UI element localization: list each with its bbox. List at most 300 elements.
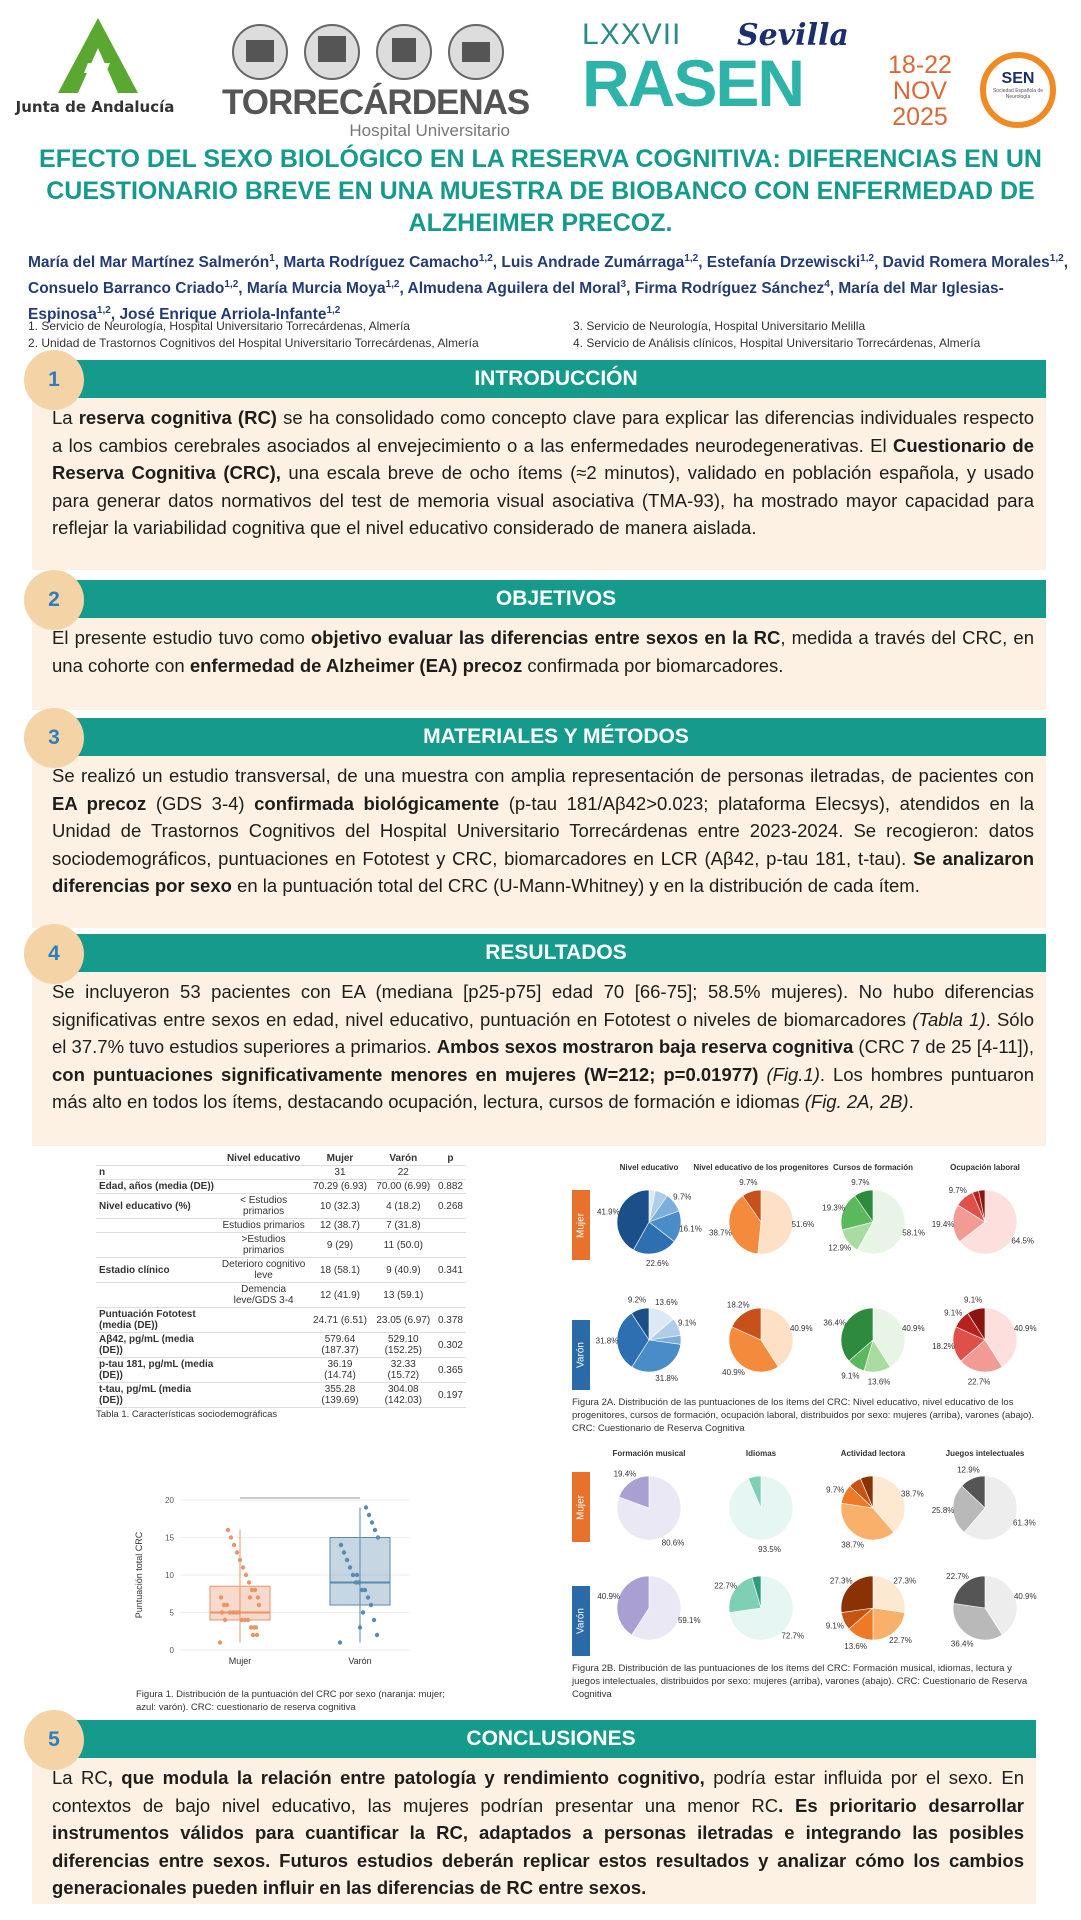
pie-data-label: 25.8% bbox=[931, 1506, 955, 1516]
rasen-city: Sevilla bbox=[737, 18, 849, 53]
author-name: , Consuelo Barranco Criado bbox=[28, 254, 1069, 298]
data-point bbox=[232, 1543, 236, 1547]
pie-data-label: 9.7% bbox=[948, 1186, 967, 1196]
table-cell: 32.33 (15.72) bbox=[372, 1358, 435, 1383]
data-point bbox=[358, 1625, 362, 1629]
pie-data-label: 9.7% bbox=[851, 1177, 870, 1187]
table-cell: 13 (59.1) bbox=[372, 1283, 435, 1308]
table-cell: < Estudios primarios bbox=[219, 1194, 308, 1219]
body-text: , medida a través del CRC, en una cohorte con bbox=[52, 627, 1034, 676]
data-point bbox=[251, 1633, 255, 1637]
table-row bbox=[96, 1333, 466, 1358]
pie-data-label: 9.1% bbox=[964, 1295, 983, 1305]
table-header: Nivel educativo bbox=[219, 1152, 308, 1166]
table-row bbox=[96, 1258, 466, 1283]
section-number-badge: 5 bbox=[24, 1710, 84, 1770]
pie-title: Juegos intelectuales bbox=[945, 1449, 1025, 1458]
data-point bbox=[241, 1565, 245, 1569]
emphasis-text: con puntuaciones significativamente menores en mujeres (W=212; p=0.01977) bbox=[52, 1063, 759, 1085]
sex-label-varon: Varón bbox=[572, 1586, 590, 1656]
table-cell: 355.28 (139.69) bbox=[308, 1383, 371, 1408]
data-point bbox=[240, 1618, 244, 1622]
pie-data-label: 16.1% bbox=[679, 1224, 702, 1234]
table-cell: 70.00 (6.99) bbox=[372, 1180, 435, 1194]
boxplot-chart bbox=[130, 1490, 430, 1670]
y-tick-label: 20 bbox=[165, 1496, 174, 1505]
data-point bbox=[375, 1633, 379, 1637]
body-text: confirmada por biomarcadores. bbox=[522, 654, 784, 676]
table-cell: 31 bbox=[308, 1166, 371, 1180]
data-point bbox=[354, 1580, 358, 1584]
data-point bbox=[355, 1573, 359, 1577]
table-cell: 18 (58.1) bbox=[308, 1258, 371, 1283]
poster-title: EFECTO DEL SEXO BIOLÓGICO EN LA RESERVA COGNITIVA: DIFERENCIAS EN UN CUESTIONARIO BREVE EN UNA MUESTRA DE BIOBANCO CON ENFERMEDAD DE ALZHEIMER PRECOZ. bbox=[39, 145, 1042, 237]
table-header: p bbox=[435, 1152, 466, 1166]
pie-data-label: 13.6% bbox=[655, 1297, 678, 1307]
author-affiliation-index: 1,2 bbox=[224, 279, 239, 291]
author-name: , María del Mar Iglesias-Espinosa bbox=[28, 280, 1004, 324]
table-row bbox=[96, 1166, 466, 1180]
pie-data-label: 40.9% bbox=[597, 1592, 621, 1602]
table-row bbox=[96, 1180, 466, 1194]
section-title: OBJETIVOS bbox=[495, 587, 617, 610]
table-cell: Estudios primarios bbox=[219, 1219, 308, 1233]
pie-data-label: 51.6% bbox=[791, 1220, 815, 1230]
sen-logo bbox=[980, 52, 1056, 128]
author-name: , Luis Andrade Zumárraga bbox=[492, 254, 685, 272]
data-point bbox=[366, 1595, 370, 1599]
body-text: (CRC 7 de 25 [4-11]), bbox=[853, 1036, 1034, 1057]
affiliation-1: 1. Servicio de Neurología, Hospital Universitario Torrecárdenas, Almería bbox=[28, 319, 410, 333]
author-name: , Marta Rodríguez Camacho bbox=[274, 254, 479, 272]
author-name: María del Mar Martínez Salmerón bbox=[28, 254, 270, 272]
congress-dates bbox=[880, 52, 960, 130]
table-cell: 304.08 (142.03) bbox=[372, 1383, 435, 1408]
rasen-logo bbox=[582, 18, 882, 128]
author-affiliation-index: 1,2 bbox=[478, 253, 493, 264]
hospital-logo bbox=[222, 22, 530, 140]
pie-data-label: 40.9% bbox=[901, 1324, 925, 1334]
pie-title: Ocupación laboral bbox=[950, 1163, 1020, 1172]
table-cell: Puntuación Fototest (media (DE)) bbox=[96, 1308, 219, 1333]
data-point bbox=[255, 1633, 259, 1637]
figure-reference: (Fig. 2A, 2B) bbox=[804, 1091, 909, 1112]
pie-title: Idiomas bbox=[745, 1449, 777, 1458]
affiliation-2: 2. Unidad de Trastornos Cognitivos del Hospital Universitario Torrecárdenas, Almería bbox=[28, 336, 479, 350]
emphasis-text: objetivo evaluar las diferencias entre sexos en la RC bbox=[310, 627, 781, 648]
junta-logo-icon bbox=[58, 18, 138, 93]
section-number-badge: 3 bbox=[24, 708, 84, 768]
author-name: , Almudena Aguilera del Moral bbox=[399, 280, 621, 298]
table-cell: Edad, años (media (DE)) bbox=[96, 1180, 219, 1194]
pie-data-label: 9.1% bbox=[944, 1308, 963, 1318]
table-cell: 12 (41.9) bbox=[308, 1283, 371, 1308]
pie-data-label: 19.4% bbox=[613, 1469, 637, 1479]
pie-data-label: 58.1% bbox=[902, 1228, 925, 1238]
sen-subtitle: Sociedad Española de Neurología bbox=[992, 88, 1044, 100]
table-cell: 7 (31.8) bbox=[372, 1219, 435, 1233]
pie-data-label: 13.6% bbox=[844, 1642, 867, 1652]
figure-2b-caption: Figura 2B. Distribución de las puntuaciones de los ítems del CRC: Formación musical, idiomas, lectura y juegos intelectuales, distribuidos por sexo: mujeres (arriba), varones (abajo). CRC: Cuestionario de Reserva Cognitiva bbox=[572, 1663, 1028, 1700]
x-tick-label: Varón bbox=[348, 1656, 372, 1666]
y-tick-label: 0 bbox=[169, 1646, 174, 1655]
sex-label-mujer: Mujer bbox=[572, 1190, 590, 1260]
data-point bbox=[226, 1528, 230, 1532]
section-number-badge: 4 bbox=[24, 924, 84, 984]
section-conclusiones-body bbox=[32, 1758, 1036, 1904]
table-cell: Aβ42, pg/mL (media (DE)) bbox=[96, 1333, 219, 1358]
data-point bbox=[345, 1558, 349, 1562]
body-text: La RC bbox=[52, 1767, 108, 1788]
section-number-badge: 2 bbox=[24, 570, 84, 630]
table-cell: Demencia leve/GDS 3-4 bbox=[219, 1283, 308, 1308]
table-cell: 0.365 bbox=[435, 1358, 466, 1383]
rasen-title: RASEN bbox=[582, 46, 804, 120]
pie-title: Nivel educativo de los progenitores bbox=[693, 1163, 829, 1172]
data-point bbox=[369, 1603, 373, 1607]
table-cell bbox=[435, 1166, 466, 1180]
author-name: , David Romera Morales bbox=[874, 254, 1050, 272]
author-list bbox=[28, 248, 1068, 326]
section-number-badge: 1 bbox=[24, 350, 84, 410]
table-cell bbox=[96, 1283, 219, 1308]
body-text: en la puntuación total del CRC (U-Mann-Whitney) y en la distribución de cada ítem. bbox=[231, 875, 920, 896]
emphasis-text: reserva cognitiva (RC) bbox=[78, 407, 277, 428]
table-cell: 0.268 bbox=[435, 1194, 466, 1219]
pie-data-label: 36.4% bbox=[950, 1639, 974, 1649]
data-point bbox=[373, 1528, 377, 1532]
section-paragraph bbox=[52, 624, 1034, 679]
table-header: Varón bbox=[372, 1152, 435, 1166]
section-objetivos-body bbox=[32, 618, 1046, 710]
section-paragraph bbox=[52, 404, 1034, 542]
pie-data-label: 13.6% bbox=[867, 1377, 891, 1387]
pie-data-label: 61.3% bbox=[1013, 1518, 1036, 1528]
data-point bbox=[256, 1595, 260, 1599]
figure-reference: (Tabla 1) bbox=[912, 1008, 986, 1030]
data-point bbox=[342, 1550, 346, 1554]
pie-data-label: 38.7% bbox=[901, 1489, 924, 1499]
body-text: (p-tau 181/Aβ42>0.023; plataforma Elecsys), atendidos en la Unidad de Trastornos Cognitivos del Hospital Universitario Torrecárdenas entre 2023-2024. Se recogieron: datos sociodemográficos, puntuaciones en Fototest y CRC, biomarcadores en LCR (Aβ42, p-tau 181, t-tau). bbox=[52, 792, 1035, 869]
table-cell bbox=[435, 1283, 466, 1308]
table-cell: 0.302 bbox=[435, 1333, 466, 1358]
section-introduccion-header bbox=[66, 360, 1046, 398]
section-conclusiones-header bbox=[66, 1720, 1036, 1758]
data-point bbox=[254, 1625, 258, 1629]
author-affiliation-index: 3 bbox=[620, 279, 627, 291]
section-metodos-header bbox=[66, 718, 1046, 756]
table-cell: 36.19 (14.74) bbox=[308, 1358, 371, 1383]
data-point bbox=[360, 1588, 364, 1592]
section-metodos-body bbox=[32, 756, 1046, 928]
body-text: podría estar influida por el sexo. En contextos de bajo nivel educativo, las mujeres podrían presentar una menor RC bbox=[52, 1767, 1024, 1816]
sex-label-mujer: Mujer bbox=[572, 1472, 590, 1542]
pie-data-label: 64.5% bbox=[1011, 1236, 1035, 1246]
box bbox=[210, 1586, 270, 1620]
table-cell bbox=[219, 1180, 308, 1194]
emphasis-text: . Es prioritario desarrollar instrumentos válidos para cuantificar la RC, adaptados a personas iletradas e integrando las posibles diferencias entre sexos. Futuros estudios deberán replicar estos resultados y analizar cómo los cambios generacionales pueden influir en las diferencias de RC entre sexos. bbox=[52, 1794, 1024, 1898]
pie-data-label: 59.1% bbox=[677, 1615, 701, 1625]
pie-data-label: 19.4% bbox=[931, 1220, 955, 1230]
table-row bbox=[96, 1383, 466, 1408]
body-text: . Sólo el 37.7% tuvo estudios superiores a primarios. bbox=[52, 1008, 1034, 1057]
table-cell: 24.71 (6.51) bbox=[308, 1308, 371, 1333]
table-cell bbox=[219, 1166, 308, 1180]
data-point bbox=[372, 1618, 376, 1622]
emphasis-text: Ambos sexos mostraron baja reserva cognitiva bbox=[436, 1036, 854, 1057]
figure-1-boxplot bbox=[130, 1490, 460, 1720]
table-cell bbox=[435, 1219, 466, 1233]
junta-name: Junta de Andalucía bbox=[15, 98, 175, 116]
data-point bbox=[370, 1520, 374, 1524]
table-1 bbox=[96, 1152, 466, 1421]
author-affiliation-index: 1 bbox=[269, 253, 275, 264]
pie-data-label: 40.9% bbox=[722, 1367, 745, 1377]
emphasis-text: EA precoz bbox=[52, 792, 147, 814]
data-point bbox=[219, 1595, 223, 1599]
emphasis-text: Cuestionario de Reserva Cognitiva (CRC), bbox=[52, 434, 1034, 483]
y-axis-label: Puntuación total CRC bbox=[134, 1531, 144, 1619]
table-cell: n bbox=[96, 1166, 219, 1180]
figure-2b-pies bbox=[594, 1446, 1054, 1664]
pie-data-label: 18.2% bbox=[726, 1300, 750, 1310]
data-point bbox=[238, 1558, 242, 1562]
table-cell: 22 bbox=[372, 1166, 435, 1180]
table-row bbox=[96, 1308, 466, 1333]
table-cell bbox=[96, 1219, 219, 1233]
emphasis-text: confirmada biológicamente bbox=[254, 792, 500, 814]
data-point bbox=[351, 1573, 355, 1577]
y-tick-label: 10 bbox=[165, 1571, 174, 1580]
pie-data-label: 9.1% bbox=[825, 1621, 844, 1631]
section-paragraph bbox=[52, 978, 1034, 1116]
data-point bbox=[229, 1535, 233, 1539]
pie-data-label: 9.7% bbox=[673, 1192, 692, 1202]
data-point bbox=[257, 1603, 261, 1607]
pie-data-label: 22.6% bbox=[646, 1259, 669, 1269]
table-cell: 10 (32.3) bbox=[308, 1194, 371, 1219]
box bbox=[330, 1538, 390, 1606]
table-cell: 70.29 (6.93) bbox=[308, 1180, 371, 1194]
body-text: El presente estudio tuvo como bbox=[52, 627, 311, 648]
author-affiliation-index: 1,2 bbox=[1049, 253, 1064, 264]
data-point bbox=[228, 1610, 232, 1614]
table-row bbox=[96, 1194, 466, 1219]
table-caption: Tabla 1. Características sociodemográficas bbox=[96, 1409, 278, 1420]
table-header: Mujer bbox=[308, 1152, 371, 1166]
body-text: (GDS 3-4) bbox=[146, 792, 255, 814]
pie-data-label: 31.8% bbox=[655, 1374, 678, 1384]
section-title: CONCLUSIONES bbox=[466, 1727, 636, 1750]
pie-data-label: 40.9% bbox=[1013, 1324, 1037, 1334]
body-text: una escala breve de ocho ítems (≈2 minutos), validado en población española, y usado para generar datos normativos del test de memoria visual asociativa (TMA-93), ha mostrado mayor capacidad para reflejar la variabilidad cognitiva que el nivel educativo considerado de manera aislada. bbox=[52, 462, 1034, 538]
section-resultados-body bbox=[32, 972, 1046, 1146]
sen-name: SEN bbox=[1001, 70, 1035, 87]
y-tick-label: 5 bbox=[169, 1608, 174, 1618]
table-row bbox=[96, 1283, 466, 1308]
author-affiliation-index: 4 bbox=[824, 279, 830, 291]
pie-data-label: 9.1% bbox=[678, 1318, 697, 1328]
data-point bbox=[249, 1625, 253, 1629]
data-point bbox=[367, 1513, 371, 1517]
table-row bbox=[96, 1233, 466, 1258]
pie-slice bbox=[758, 1190, 793, 1254]
pie-data-label: 40.9% bbox=[1013, 1592, 1037, 1602]
figure-2a bbox=[572, 1160, 1052, 1442]
hospital-name: TORRECÁRDENAS bbox=[222, 83, 530, 122]
pie-data-label: 27.3% bbox=[893, 1576, 917, 1586]
author-name: , José Enrique Arriola-Infante bbox=[110, 306, 327, 324]
table-cell: Nivel educativo (%) bbox=[96, 1194, 219, 1219]
y-tick-label: 15 bbox=[165, 1533, 174, 1543]
table-row bbox=[96, 1219, 466, 1233]
data-point bbox=[223, 1618, 227, 1622]
body-text: Se realizó un estudio transversal, de una muestra con amplia representación de personas iletradas, de pacientes con bbox=[52, 765, 1034, 786]
pie-data-label: 36.4% bbox=[823, 1318, 847, 1328]
table-cell: p-tau 181, pg/mL (media (DE)) bbox=[96, 1358, 219, 1383]
data-point bbox=[338, 1640, 342, 1644]
pie-data-label: 9.7% bbox=[826, 1485, 845, 1495]
pie-data-label: 38.7% bbox=[841, 1540, 864, 1550]
affiliations-right bbox=[573, 318, 1073, 352]
pie-data-label: 9.2% bbox=[627, 1295, 647, 1305]
table-cell: Estadio clínico bbox=[96, 1258, 219, 1283]
data-point bbox=[244, 1573, 248, 1577]
affiliation-4: 4. Servicio de Análisis clínicos, Hospital Universitario Torrecárdenas, Almería bbox=[573, 336, 981, 350]
figure-2a-pies bbox=[594, 1160, 1054, 1400]
data-point bbox=[248, 1595, 252, 1599]
table-cell bbox=[219, 1308, 308, 1333]
section-title: INTRODUCCIÓN bbox=[474, 367, 638, 390]
table-cell: 529.10 (152.25) bbox=[372, 1333, 435, 1358]
body-text: Se incluyeron 53 pacientes con EA (mediana [p25-p75] edad 70 [66-75]; 58.5% mujeres). No hubo diferencias significativas entre sexos en edad, nivel educativo, puntuación en Fototest o niveles de biomarcadores bbox=[52, 981, 1034, 1030]
figure-reference: (Fig.1) bbox=[766, 1063, 820, 1085]
author-affiliation-index: 1,2 bbox=[96, 305, 111, 317]
x-tick-label: Mujer bbox=[228, 1656, 252, 1666]
data-point bbox=[361, 1610, 365, 1614]
pie-data-label: 80.6% bbox=[661, 1538, 685, 1548]
table-cell bbox=[219, 1333, 308, 1358]
data-point bbox=[364, 1505, 368, 1509]
pie-data-label: 9.1% bbox=[841, 1371, 860, 1381]
table-cell bbox=[435, 1233, 466, 1258]
table-header bbox=[96, 1152, 219, 1166]
section-resultados-header bbox=[66, 934, 1046, 972]
table-cell: 23.05 (6.97) bbox=[372, 1308, 435, 1333]
pie-data-label: 93.5% bbox=[758, 1545, 781, 1555]
pie-data-label: 19.3% bbox=[822, 1203, 845, 1213]
data-point bbox=[348, 1565, 352, 1569]
table-cell: Deterioro cognitivo leve bbox=[219, 1258, 308, 1283]
dates-month: NOV bbox=[892, 77, 948, 105]
author-name: , Firma Rodríguez Sánchez bbox=[626, 280, 825, 298]
table-cell bbox=[219, 1358, 308, 1383]
data-point bbox=[247, 1580, 251, 1584]
section-paragraph bbox=[52, 1764, 1024, 1902]
pie-data-label: 27.3% bbox=[829, 1576, 853, 1586]
table-cell bbox=[96, 1233, 219, 1258]
author-name: , María Murcia Moya bbox=[238, 280, 386, 298]
hospital-buildings-icon bbox=[222, 22, 514, 80]
data-point bbox=[339, 1543, 343, 1547]
figure-2a-caption: Figura 2A. Distribución de las puntuaciones de los ítems del CRC: Nivel educativo, nivel educativo de los progenitores, cursos de formación, ocupación laboral, distribuidos por sexo: mujeres (arriba), varones (abajo). CRC: Cuestionario de Reserva Cognitiva bbox=[572, 1397, 1035, 1434]
table-row bbox=[96, 1358, 466, 1383]
section-paragraph bbox=[52, 762, 1034, 900]
data-point bbox=[220, 1610, 224, 1614]
table-cell: 11 (50.0) bbox=[372, 1233, 435, 1258]
table-cell: 4 (18.2) bbox=[372, 1194, 435, 1219]
section-title: MATERIALES Y MÉTODOS bbox=[423, 725, 689, 748]
pie-title: Actividad lectora bbox=[840, 1449, 906, 1458]
table-cell: 0.197 bbox=[435, 1383, 466, 1408]
pie-title: Formación musical bbox=[612, 1449, 686, 1458]
section-title: RESULTADOS bbox=[485, 941, 627, 964]
pie-data-label: 12.9% bbox=[828, 1243, 852, 1253]
pie-title: Cursos de formación bbox=[832, 1163, 914, 1172]
section-introduccion-body bbox=[32, 398, 1046, 570]
data-point bbox=[235, 1550, 239, 1554]
pie-data-label: 22.7% bbox=[714, 1581, 737, 1591]
table-cell: 12 (38.7) bbox=[308, 1219, 371, 1233]
data-point bbox=[222, 1603, 226, 1607]
pie-data-label: 12.9% bbox=[957, 1465, 980, 1475]
pie-data-label: 41.9% bbox=[597, 1207, 620, 1217]
hospital-subtitle: Hospital Universitario bbox=[349, 121, 510, 140]
figure-1-caption: Figura 1. Distribución de la puntuación del CRC por sexo (naranja: mujer; azul: varón). CRC: cuestionario de reserva cognitiva bbox=[136, 1689, 445, 1713]
emphasis-text: enfermedad de Alzheimer (EA) precoz bbox=[189, 654, 523, 676]
affiliation-3: 3. Servicio de Neurología, Hospital Universitario Melilla bbox=[573, 319, 866, 333]
table-cell: 9 (29) bbox=[308, 1233, 371, 1258]
body-text: . Los hombres puntuaron más alto en todos los ítems, destacando ocupación, lectura, cursos de formación e idiomas bbox=[52, 1063, 1035, 1112]
table-cell: 9 (40.9) bbox=[372, 1258, 435, 1283]
table-cell: >Estudios primarios bbox=[219, 1233, 308, 1258]
data-point bbox=[376, 1535, 380, 1539]
author-affiliation-index: 1,2 bbox=[860, 253, 875, 264]
table-cell: t-tau, pg/mL (media (DE)) bbox=[96, 1383, 219, 1408]
table-cell: 0.341 bbox=[435, 1258, 466, 1283]
author-affiliation-index: 1,2 bbox=[326, 305, 341, 317]
emphasis-text: , que modula la relación entre patología y rendimiento cognitivo, bbox=[107, 1767, 714, 1788]
dates-days: 18-22 bbox=[888, 51, 952, 79]
author-affiliation-index: 1,2 bbox=[684, 253, 699, 264]
pie-data-label: 22.7% bbox=[967, 1377, 991, 1387]
author-affiliation-index: 1,2 bbox=[385, 279, 400, 291]
table-cell: 579.64 (187.37) bbox=[308, 1333, 371, 1358]
data-point bbox=[250, 1588, 254, 1592]
table-cell: 0.378 bbox=[435, 1308, 466, 1333]
figure-2b bbox=[572, 1446, 1052, 1708]
rasen-number: LXXVII bbox=[582, 18, 682, 51]
junta-logo bbox=[10, 18, 180, 118]
body-text: La bbox=[52, 407, 79, 428]
pie-data-label: 38.7% bbox=[709, 1228, 732, 1238]
body-text: . bbox=[908, 1091, 914, 1112]
pie-data-label: 18.2% bbox=[932, 1342, 955, 1352]
dates-year: 2025 bbox=[892, 103, 948, 131]
table-cell bbox=[219, 1383, 308, 1408]
affiliations-left bbox=[28, 318, 548, 352]
pie-data-label: 22.7% bbox=[946, 1572, 969, 1582]
author-name: , Estefanía Drzewiscki bbox=[698, 254, 861, 272]
pie-title: Nivel educativo bbox=[619, 1163, 679, 1172]
table-cell: 0.882 bbox=[435, 1180, 466, 1194]
pie-data-label: 22.7% bbox=[889, 1635, 912, 1645]
pie-data-label: 31.8% bbox=[595, 1336, 619, 1346]
body-text: se ha consolidado como concepto clave para explicar las diferencias individuales respecto a los cambios cerebrales asociados al envejecimiento o a las enfermedades neurodegenerativas. El bbox=[52, 407, 1035, 456]
sex-label-varon: Varón bbox=[572, 1320, 590, 1390]
data-point bbox=[218, 1640, 222, 1644]
pie-data-label: 40.9% bbox=[789, 1324, 813, 1334]
